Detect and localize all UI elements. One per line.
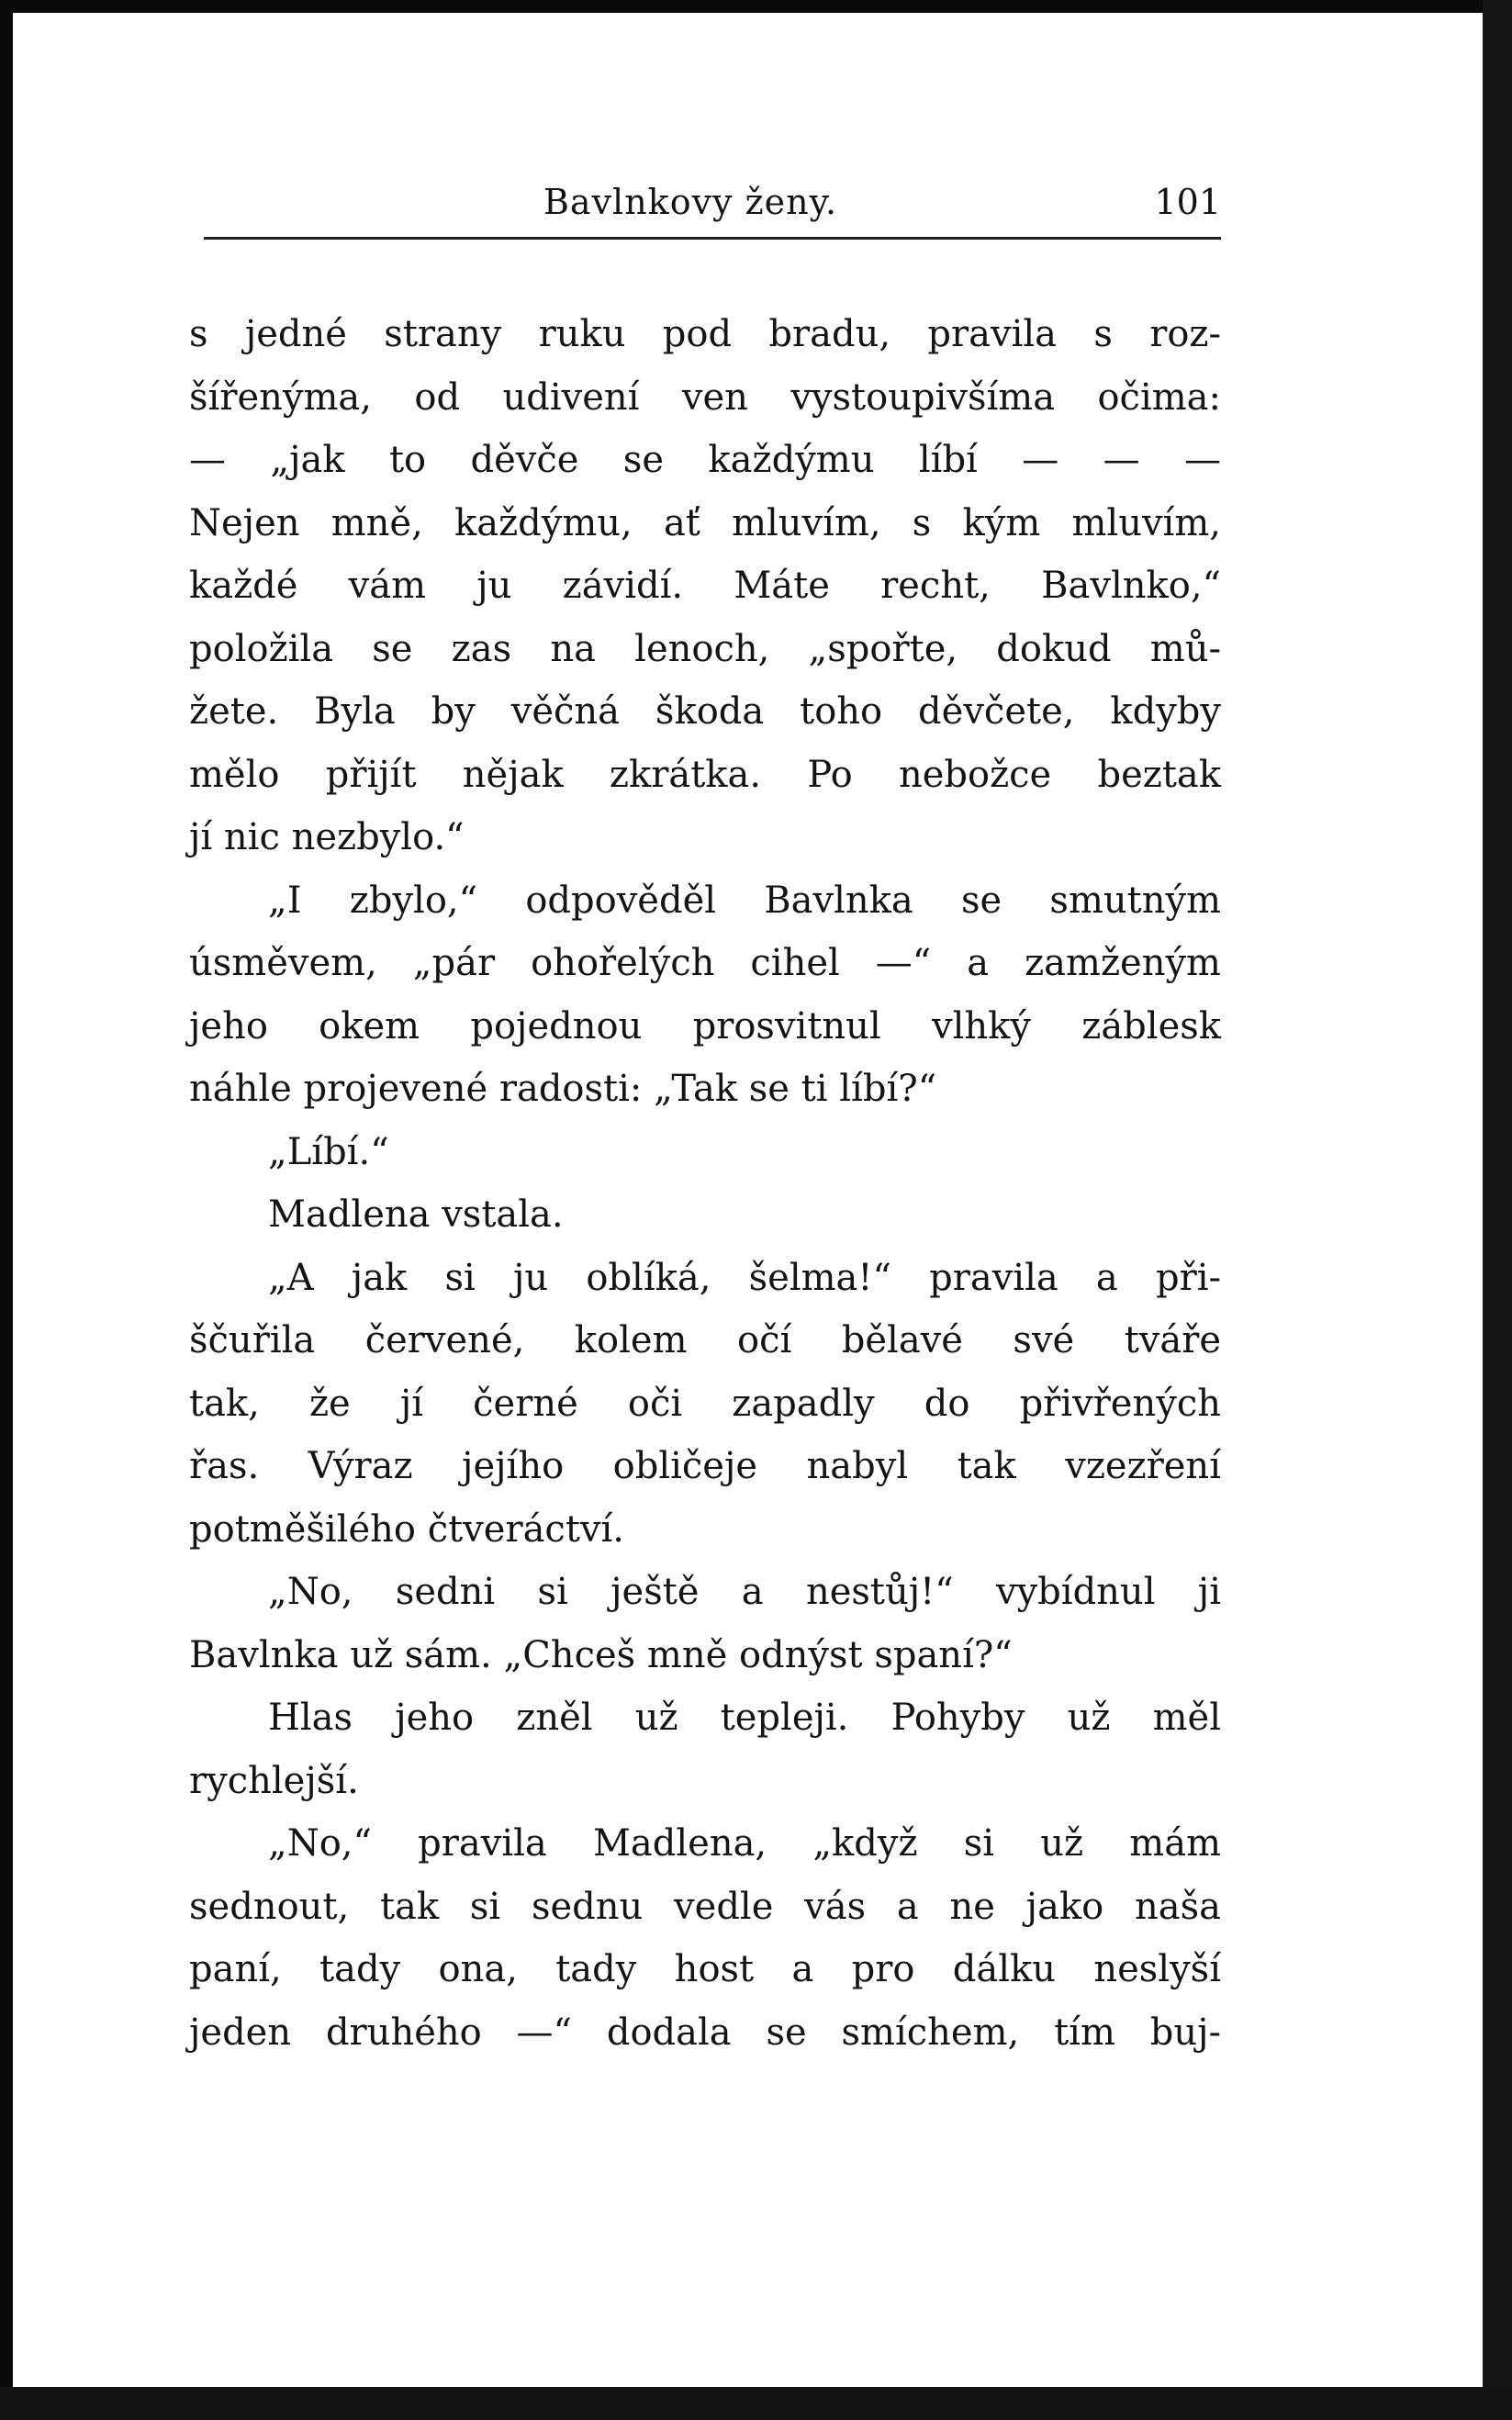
running-title: Bavlnkovy ženy. xyxy=(543,182,838,222)
text-line: Madlena vstala. xyxy=(268,1193,564,1236)
text-line: „No, sedni si ještě a nestůj!“ vybídnul ji xyxy=(268,1571,1221,1613)
text-line: každé vám ju závidí. Máte recht, Bavlnko,“ xyxy=(189,565,1221,607)
text-line: Bavlnka už sám. „Chceš mně odnýst spaní?“ xyxy=(189,1633,1013,1676)
text-line: paní, tady ona, tady host a pro dálku neslyší xyxy=(189,1948,1221,1990)
text-line: jí nic nezbylo.“ xyxy=(189,816,465,858)
text-line: šířenýma, od udivení ven vystoupivšíma očima: xyxy=(189,375,1221,419)
text-line: žete. Byla by věčná škoda toho děvčete, kdyby xyxy=(189,690,1221,733)
text-line: Nejen mně, každýmu, ať mluvím, s kým mluvím, xyxy=(189,501,1221,544)
text-line: rychlejší. xyxy=(189,1759,359,1802)
text-line: ščuřila červené, kolem očí bělavé své tváře xyxy=(189,1319,1221,1361)
text-line: „Líbí.“ xyxy=(268,1130,389,1173)
scan-edge-bottom xyxy=(0,2387,1512,2420)
text-line: „No,“ pravila Madlena, „když si už mám xyxy=(268,1822,1221,1865)
text-line: — „jak to děvče se každýmu líbí — — — xyxy=(189,439,1221,481)
text-line: Hlas jeho zněl už tepleji. Pohyby už měl xyxy=(268,1697,1221,1739)
scan-edge-top xyxy=(0,0,1512,13)
text-line: řas. Výraz jejího obličeje nabyl tak vzezření xyxy=(189,1445,1221,1487)
text-line: „I zbylo,“ odpověděl Bavlnka se smutným xyxy=(268,879,1221,922)
header-rule xyxy=(204,237,1221,240)
text-line: s jedné strany ruku pod bradu, pravila s roz- xyxy=(189,313,1221,355)
text-line: tak, že jí černé oči zapadly do přivřených xyxy=(189,1382,1221,1425)
text-line: jeden druhého —“ dodala se smíchem, tím buj- xyxy=(189,2011,1221,2054)
page-number: 101 xyxy=(1154,182,1221,222)
text-line: „A jak si ju oblíká, šelma!“ pravila a při- xyxy=(268,1256,1221,1299)
text-line: náhle projevené radosti: „Tak se ti líbí?“ xyxy=(189,1068,937,1110)
text-line: jeho okem pojednou prosvitnul vlhký záblesk xyxy=(189,1004,1221,1048)
text-line: potměšilého čtveráctví. xyxy=(189,1507,625,1551)
scan-edge-right xyxy=(1483,0,1512,2420)
text-line: úsměvem, „pár ohořelých cihel —“ a zamženým xyxy=(189,942,1221,984)
running-header xyxy=(204,173,1221,237)
text-line: položila se zas na lenoch, „spořte, dokud mů- xyxy=(189,627,1221,670)
text-line: sednout, tak si sednu vedle vás a ne jako naša xyxy=(189,1885,1221,1928)
body-text xyxy=(189,303,1221,2064)
scan-edge-left xyxy=(0,0,13,2420)
text-line: mělo přijít nějak zkrátka. Po nebožce beztak xyxy=(189,753,1221,796)
